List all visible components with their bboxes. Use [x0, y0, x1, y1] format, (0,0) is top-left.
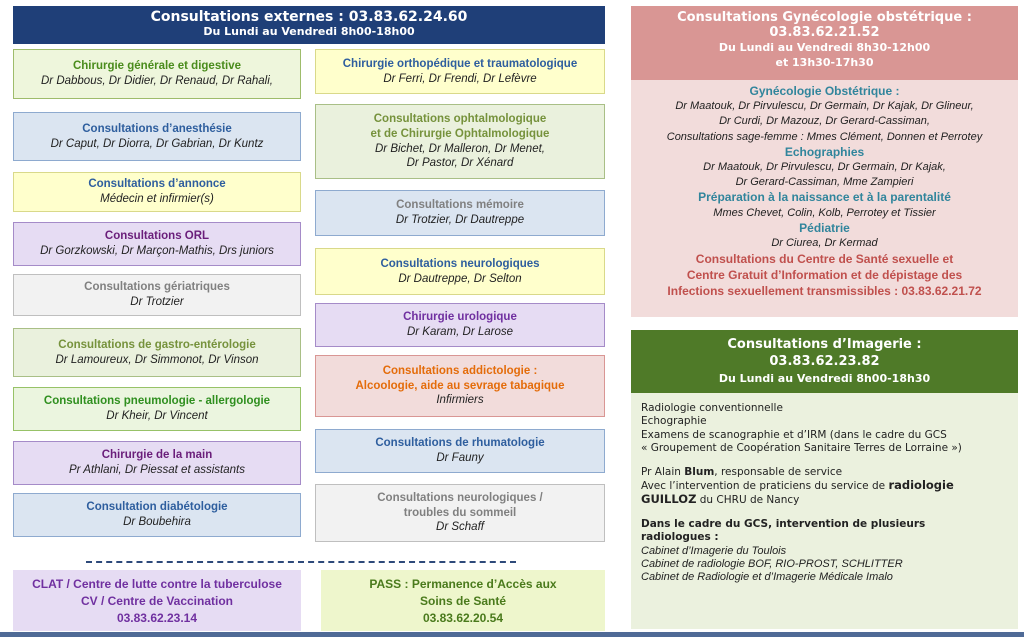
gyneco-sec3-title: Préparation à la naissance et à la parentalité: [698, 190, 951, 205]
imagerie-line: « Groupement de Coopération Sanitaire Terres de Lorraine »): [641, 442, 962, 455]
card-doctors: Dr Schaff: [436, 521, 484, 534]
card-title-line1: Consultations ophtalmologique: [373, 112, 547, 125]
pass-phone: 03.83.62.20.54: [422, 611, 504, 625]
card-pneumologie: [13, 387, 301, 431]
card-title: Chirurgie orthopédique et traumatologique: [342, 57, 578, 70]
gyneco-sec1-title: Gynécologie Obstétrique :: [749, 84, 900, 98]
card-title-line1: Consultations neurologiques /: [377, 491, 543, 504]
gyneco-header: [631, 6, 1018, 80]
card-doctors: Médecin et infirmier(s): [100, 193, 214, 205]
card-title: Chirurgie générale et digestive: [72, 60, 242, 73]
gyneco-sec1-line: Dr Curdi, Dr Mazouz, Dr Gerard-Cassiman,: [719, 115, 930, 128]
text: Pr Alain: [641, 465, 685, 478]
imagerie-phone: 03.83.62.23.82: [769, 354, 880, 369]
gyneco-sec2-title: Echographies: [784, 144, 865, 159]
imagerie-cabinet: Cabinet de radiologie BOF, RIO-PROST, SCHLITTER: [641, 558, 903, 571]
card-gastro: [13, 328, 301, 377]
gyneco-body: [631, 80, 1018, 317]
text: , responsable de service: [714, 465, 843, 478]
text-bold: Blum: [684, 465, 715, 478]
card-title: Chirurgie urologique: [403, 311, 517, 324]
clat-box: [13, 570, 301, 631]
clat-line1: CLAT / Centre de lutte contre la tuberculose: [32, 577, 282, 591]
imagerie-cabinet: Cabinet d’Imagerie du Toulois: [641, 544, 787, 557]
card-doctors: Pr Athlani, Dr Piessat et assistants: [69, 464, 245, 476]
imagerie-line: [641, 466, 1008, 479]
card-doctors: Dr Karam, Dr Larose: [406, 326, 514, 338]
externes-hours: Du Lundi au Vendredi 8h00-18h00: [203, 25, 415, 38]
imagerie-line: Echographie: [641, 415, 707, 428]
card-diabetologie: [13, 493, 301, 537]
imagerie-line: [641, 479, 1008, 493]
card-orthopedique: [315, 49, 605, 94]
card-doctors: Dr Trotzier, Dr Dautreppe: [395, 214, 525, 226]
imagerie-cabinet: Cabinet de Radiologie et d’Imagerie Médicale Imalo: [641, 571, 893, 584]
card-doctors-line2: Dr Pastor, Dr Xénard: [406, 157, 514, 170]
pass-line1: PASS : Permanence d’Accès aux: [369, 577, 557, 591]
imagerie-line: radiologues :: [641, 531, 719, 544]
pass-line2: Soins de Santé: [419, 594, 507, 608]
card-annonce: [13, 172, 301, 212]
card-rhumatologie: [315, 429, 605, 473]
card-title: Consultations de rhumatologie: [375, 437, 545, 450]
text-bold: GUILLOZ: [641, 492, 697, 507]
card-title: Consultations d’anesthésie: [82, 122, 232, 135]
gyneco-sec4-line: Dr Ciurea, Dr Kermad: [771, 237, 878, 250]
card-doctors: Dr Dabbous, Dr Didier, Dr Renaud, Dr Rahali,: [40, 75, 273, 87]
card-title-line2: troubles du sommeil: [403, 506, 517, 519]
card-title: Chirurgie de la main: [101, 449, 213, 462]
text: Avec l’intervention de praticiens du service de: [641, 480, 889, 493]
card-doctors: Dr Lamoureux, Dr Simmonot, Dr Vinson: [55, 353, 259, 366]
card-title: Consultations d’annonce: [88, 178, 226, 191]
card-chirurgie-main: [13, 441, 301, 485]
imagerie-title: Consultations d’Imagerie :: [727, 337, 922, 352]
card-ophtalmologique: [315, 104, 605, 179]
card-doctors: Dr Dautreppe, Dr Selton: [398, 272, 522, 285]
imagerie-line: Examens de scanographie et d’IRM (dans le cadre du GCS: [641, 428, 947, 441]
card-title: Consultations gériatriques: [84, 281, 230, 294]
card-addictologie: [315, 355, 605, 417]
card-urologique: [315, 303, 605, 347]
sante-sexuelle-line: Centre Gratuit d’Information et de dépistage des: [686, 268, 963, 283]
gyneco-sec2-line: Dr Gerard-Cassiman, Mme Zampieri: [735, 176, 914, 189]
gyneco-title: Consultations Gynécologie obstétrique :: [677, 10, 972, 25]
externes-title: Consultations externes : 03.83.62.24.60: [150, 9, 468, 25]
imagerie-body: [631, 393, 1018, 629]
gyneco-hours1: Du Lundi au Vendredi 8h30-12h00: [718, 41, 931, 54]
card-title: Consultations ORL: [104, 230, 210, 243]
card-title: Consultations neurologiques: [380, 257, 540, 270]
gyneco-sec4-title: Pédiatrie: [799, 220, 850, 235]
sante-sexuelle-line: Infections sexuellement transmissibles : 03.83.62.21.72: [667, 284, 982, 299]
card-doctors: Dr Ferri, Dr Frendi, Dr Lefèvre: [383, 72, 537, 85]
clat-line2: CV / Centre de Vaccination: [80, 594, 234, 608]
card-title: Consultations pneumologie - allergologie: [43, 395, 271, 408]
card-doctors: Dr Trotzier: [130, 296, 184, 308]
gyneco-hours2: et 13h30-17h30: [775, 56, 874, 69]
card-doctors-line1: Dr Bichet, Dr Malleron, Dr Menet,: [375, 142, 545, 155]
gyneco-sec3-line: Mmes Chevet, Colin, Kolb, Perrotey et Tissier: [713, 206, 936, 219]
card-chirurgie-generale: [13, 49, 301, 99]
imagerie-line: [641, 493, 1008, 507]
card-title-line1: Consultations addictologie :: [382, 364, 538, 377]
card-geriatriques: [13, 274, 301, 316]
card-memoire: [315, 190, 605, 236]
gyneco-sec1-line: Dr Maatouk, Dr Pirvulescu, Dr Germain, Dr Kajak, Dr Glineur,: [675, 100, 974, 113]
card-doctors: Infirmiers: [436, 394, 484, 407]
text-bold: radiologie: [888, 478, 954, 493]
imagerie-line: Radiologie conventionnelle: [641, 402, 783, 414]
card-doctors: Dr Kheir, Dr Vincent: [106, 410, 208, 422]
gyneco-phone: 03.83.62.21.52: [769, 25, 880, 40]
card-doctors: Dr Boubehira: [123, 516, 191, 528]
card-neurologiques: [315, 248, 605, 295]
card-anesthesie: [13, 112, 301, 161]
card-title: Consultation diabétologie: [86, 501, 228, 514]
gyneco-sec1-line: Consultations sage-femme : Mmes Clément, Donnen et Perrotey: [666, 130, 983, 143]
imagerie-hours: Du Lundi au Vendredi 8h00-18h30: [718, 372, 931, 385]
bottom-rule: [0, 632, 1024, 637]
imagerie-line: Dans le cadre du GCS, intervention de plusieurs: [641, 517, 926, 530]
card-doctors: Dr Fauny: [436, 452, 484, 464]
card-doctors: Dr Gorzkowski, Dr Marçon-Mathis, Drs juniors: [40, 245, 274, 257]
card-doctors: Dr Caput, Dr Diorra, Dr Gabrian, Dr Kuntz: [50, 137, 264, 150]
externes-header: [13, 6, 605, 44]
card-neuro-sommeil: [315, 484, 605, 542]
card-title: Consultations mémoire: [396, 199, 524, 212]
card-orl: [13, 222, 301, 266]
text: du CHRU de Nancy: [696, 494, 800, 507]
card-title-line2: Alcoologie, aide au sevrage tabagique: [355, 379, 565, 392]
clat-phone: 03.83.62.23.14: [116, 611, 198, 625]
gyneco-sec2-line: Dr Maatouk, Dr Pirvulescu, Dr Germain, Dr Kajak,: [703, 161, 946, 174]
imagerie-header: [631, 330, 1018, 393]
dashed-divider: [86, 561, 516, 563]
card-title: Consultations de gastro-entérologie: [58, 338, 256, 351]
pass-box: [321, 570, 605, 631]
card-title-line2: et de Chirurgie Ophtalmologique: [370, 127, 550, 140]
sante-sexuelle-line: Consultations du Centre de Santé sexuelle et: [695, 252, 954, 267]
